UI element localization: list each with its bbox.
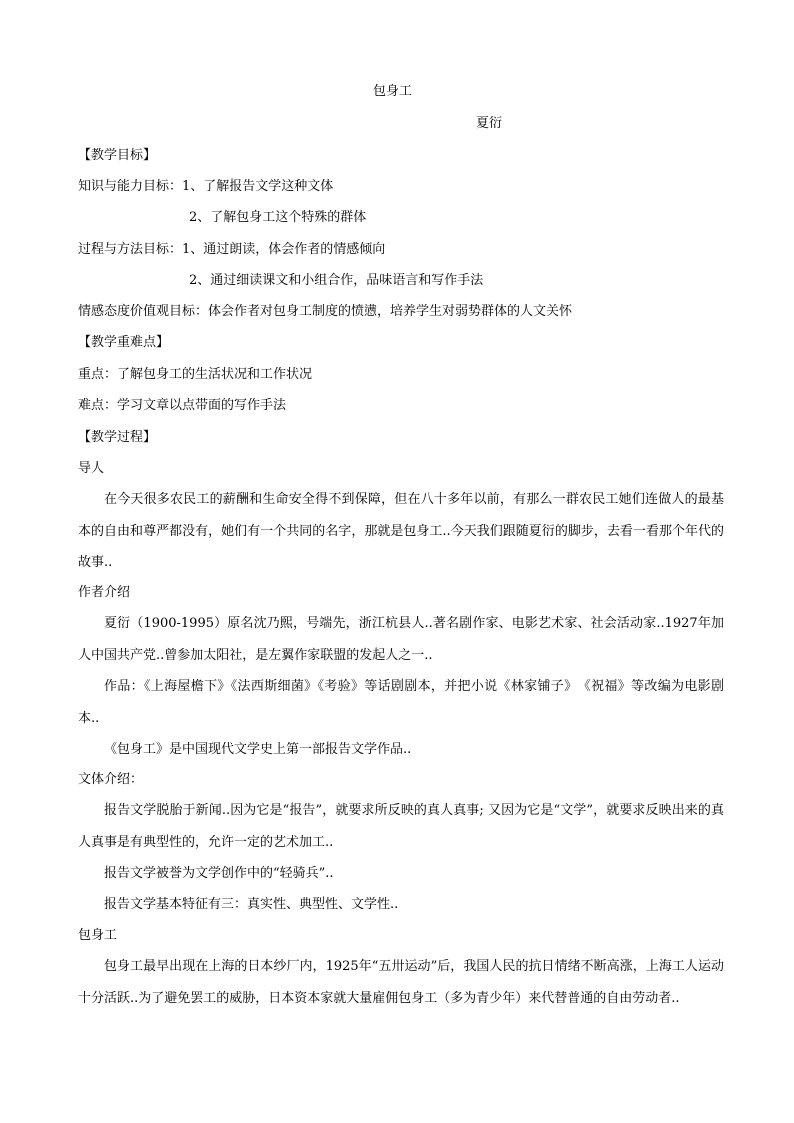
genre-heading: 文体介绍： [78,772,144,787]
difficult-point: 难点：学习文章以点带面的写作手法 [78,398,287,413]
document-author: 夏衍 [476,116,503,131]
goals-heading: 【教学目标】 [78,148,157,163]
author-paragraph-2: 作品：《上海屋檐下》《法西斯细菌》《考验》等话剧剧本，并把小说《林家铺子》 《祝福》等改编为电影剧本.. [78,679,724,726]
intro-heading: 导人 [78,461,105,476]
worker-heading: 包身工 [78,928,118,943]
genre-paragraph-3: 报告文学基本特征有三：真实性、典型性、文学性.. [104,897,399,912]
author-paragraph-1: 夏衍（1900-1995）原名沈乃熙，号端先，浙江杭县人..著名剧作家、电影艺术家、社会活动家..1927年加人中国共产党..曾参加太阳社，是左翼作家联盟的发起人之一.. [78,616,724,663]
goal-emotion: 情感态度价值观目标：体会作者对包身工制度的愤懑，培养学生对弱势群体的人文关怀 [78,304,573,319]
process-heading: 【教学过程】 [78,430,157,445]
goal-knowledge-2: 2、了解包身工这个特殊的群体 [189,210,367,225]
goal-process-2: 2、通过细读课文和小组合作，品味语言和写作手法 [189,273,484,288]
genre-paragraph-2: 报告文学被誉为文学创作中的“轻骑兵”.. [104,866,334,881]
goal-knowledge-1: 知识与能力目标：1、了解报告文学这种文体 [78,179,334,194]
key-heading: 【教学重难点】 [78,335,170,350]
author-paragraph-3: 《包身工》是中国现代文学史上第一部报告文学作品.. [104,742,412,757]
goal-process-1: 过程与方法目标：1、通过朗读，体会作者的情感倾向 [78,242,386,257]
key-point: 重点：了解包身工的生活状况和工作状况 [78,367,313,382]
genre-paragraph-1: 报告文学脱胎于新闻..因为它是“报告”，就要求所反映的真人真事; 又因为它是“文学”，就要求反映出来的真人真事是有典型性的，允许一定的艺术加工.. [78,803,724,850]
author-heading: 作者介绍 [78,585,131,600]
intro-paragraph: 在今天很多农民工的薪酬和生命安全得不到保障，但在八十多年以前，有那么一群农民工她们连做人的最基本的自由和尊严都没有，她们有一个共同的名字，那就是包身工..今天我们跟随夏衍的脚步，去看一看那个年代的故事.. [78,492,724,570]
worker-paragraph: 包身工最早出现在上海的日本纱厂内，1925年“五卅运动”后，我国人民的抗日情绪不断高涨，上海工人运动十分活跃..为了避免罢工的威胁，日本资本家就大量雇佣包身工（多为青少年）来代替普通的自由劳动者.. [78,959,724,1006]
document-title: 包身工 [373,84,413,99]
